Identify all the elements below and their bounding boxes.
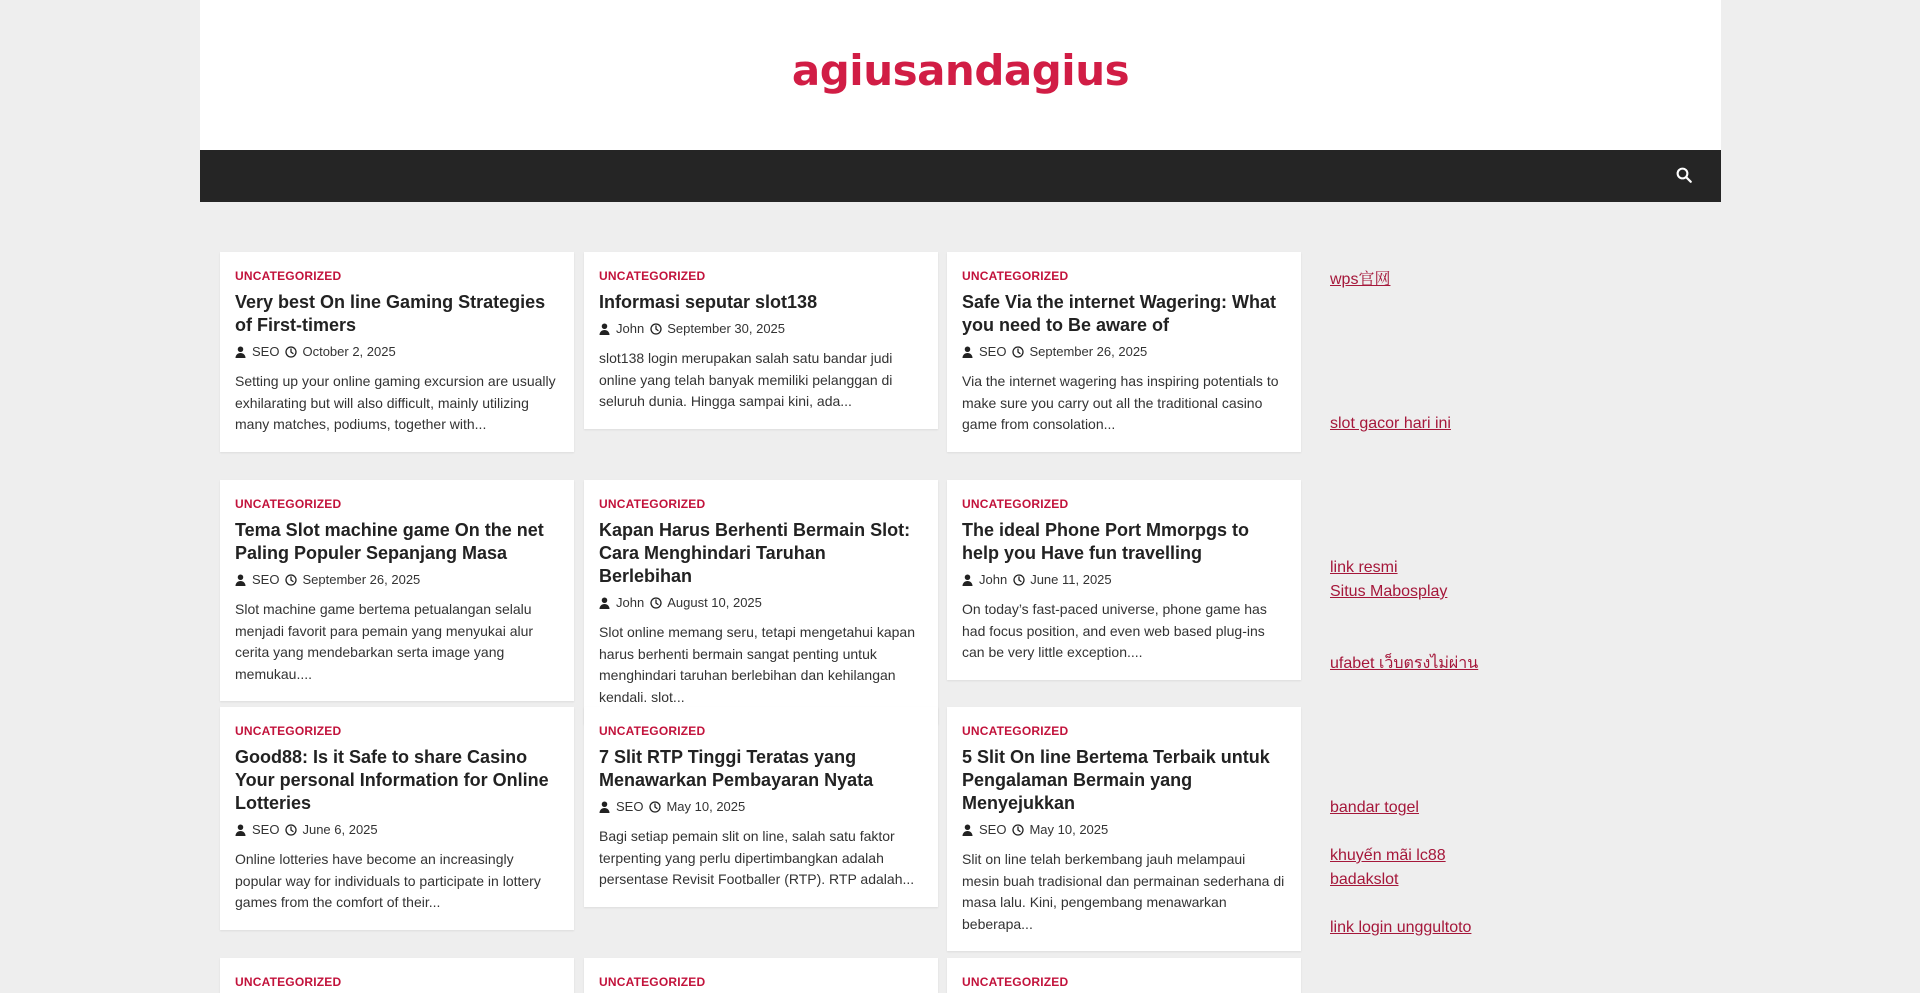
post-excerpt: Slot online memang seru, tetapi mengetahui kapan harus berhenti bermain sangat penting untuk menghindari taruhan berlebihan dan kehilangan kendali. slot...	[599, 624, 915, 705]
post-excerpt: Online lotteries have become an increasingly popular way for individuals to participate in lottery games from the comfort of their...	[235, 851, 541, 910]
post-date[interactable]: October 2, 2025	[302, 344, 396, 359]
sidebar-link[interactable]: khuyến mãi lc88	[1330, 847, 1446, 864]
post-card	[220, 480, 574, 701]
post-title[interactable]: Very best On line Gaming Strategies of First-timers	[235, 292, 546, 335]
post-card	[220, 252, 574, 452]
post-meta	[962, 821, 1285, 839]
post-meta	[962, 343, 1285, 361]
post-card	[584, 480, 938, 724]
post-title[interactable]: Kapan Harus Berhenti Bermain Slot: Cara Menghindari Taruhan Berlebihan	[599, 520, 911, 586]
post-category[interactable]: UNCATEGORIZED	[235, 269, 342, 283]
post-category[interactable]: UNCATEGORIZED	[962, 724, 1069, 738]
post-category[interactable]: UNCATEGORIZED	[235, 497, 342, 511]
post-title[interactable]: 7 Slit RTP Tinggi Teratas yang Menawarkan Pembayaran Nyata	[599, 747, 874, 790]
post-card	[584, 707, 938, 907]
post-date[interactable]: September 26, 2025	[1029, 344, 1148, 359]
post-card	[947, 480, 1301, 680]
sidebar-link[interactable]: badakslot	[1330, 871, 1399, 888]
post-card	[584, 252, 938, 429]
post-meta	[235, 571, 558, 589]
post-excerpt: Bagi setiap pemain slit on line, salah satu faktor terpenting yang perlu dipertimbangkan adalah persentase Revisit Footballer (RTP). RTP adalah...	[599, 828, 915, 887]
post-date[interactable]: June 11, 2025	[1030, 572, 1112, 587]
clock-icon	[650, 323, 662, 335]
post-excerpt: Setting up your online gaming excursion are usually exhilarating but will also difficult, mainly utilizing many matches, podiums, together with...	[235, 373, 556, 432]
post-category[interactable]: UNCATEGORIZED	[235, 724, 342, 738]
post-category[interactable]: UNCATEGORIZED	[962, 975, 1069, 989]
clock-icon	[1012, 346, 1024, 358]
user-icon	[235, 824, 247, 836]
post-title[interactable]: Tema Slot machine game On the net Paling Populer Sepanjang Masa	[235, 520, 544, 563]
post-date[interactable]: September 30, 2025	[667, 321, 786, 336]
post-title[interactable]: Informasi seputar slot138	[599, 292, 818, 312]
sidebar-link[interactable]: Situs Mabosplay	[1330, 583, 1448, 600]
post-date[interactable]: June 6, 2025	[302, 822, 378, 837]
post-card	[947, 958, 1301, 993]
user-icon	[235, 346, 247, 358]
sidebar-link[interactable]: link resmi	[1330, 559, 1398, 576]
post-meta	[962, 571, 1285, 589]
post-author[interactable]: SEO	[252, 822, 280, 837]
post-title[interactable]: 5 Slit On line Bertema Terbaik untuk Pengalaman Bermain yang Menyejukkan	[962, 747, 1270, 813]
post-meta	[235, 821, 558, 839]
post-author[interactable]: John	[979, 572, 1008, 587]
user-icon	[962, 824, 974, 836]
post-author[interactable]: SEO	[616, 799, 644, 814]
post-date[interactable]: May 10, 2025	[666, 799, 746, 814]
post-meta	[235, 343, 558, 361]
post-title[interactable]: Good88: Is it Safe to share Casino Your personal Information for Online Lotteries	[235, 747, 549, 813]
post-category[interactable]: UNCATEGORIZED	[599, 497, 706, 511]
user-icon	[962, 574, 974, 586]
post-category[interactable]: UNCATEGORIZED	[235, 975, 342, 989]
main-navbar	[200, 150, 1721, 202]
sidebar-link[interactable]: slot gacor hari ini	[1330, 415, 1451, 432]
post-author[interactable]: SEO	[252, 572, 280, 587]
sidebar-link[interactable]: bandar togel	[1330, 799, 1419, 816]
post-category[interactable]: UNCATEGORIZED	[599, 975, 706, 989]
clock-icon	[285, 346, 297, 358]
sidebar-link[interactable]: ufabet เว็บตรงไม่ผ่าน	[1330, 655, 1479, 672]
post-date[interactable]: May 10, 2025	[1029, 822, 1109, 837]
clock-icon	[650, 597, 662, 609]
user-icon	[962, 346, 974, 358]
post-author[interactable]: John	[616, 321, 645, 336]
post-excerpt: On today’s fast-paced universe, phone game has had focus position, and even web based plug-ins can be very little exception....	[962, 601, 1267, 660]
post-title[interactable]: Safe Via the internet Wagering: What you need to Be aware of	[962, 292, 1277, 335]
post-card	[220, 958, 574, 993]
post-excerpt: Slit on line telah berkembang jauh melampaui mesin buah tradisional dan permainan sederhana di masa lalu. Kini, pengembang menawarkan beberapa...	[962, 851, 1285, 932]
post-meta	[599, 798, 922, 816]
user-icon	[599, 597, 611, 609]
post-card	[584, 958, 938, 993]
post-author[interactable]: SEO	[252, 344, 280, 359]
post-author[interactable]: SEO	[979, 822, 1007, 837]
clock-icon	[1012, 824, 1024, 836]
post-category[interactable]: UNCATEGORIZED	[599, 269, 706, 283]
site-title[interactable]: agiusandagius	[791, 46, 1130, 95]
post-author[interactable]: John	[616, 595, 645, 610]
post-category[interactable]: UNCATEGORIZED	[962, 269, 1069, 283]
post-title[interactable]: The ideal Phone Port Mmorpgs to help you Have fun travelling	[962, 520, 1250, 563]
user-icon	[599, 801, 611, 813]
post-card	[947, 707, 1301, 951]
site-header	[200, 0, 1721, 150]
post-category[interactable]: UNCATEGORIZED	[962, 497, 1069, 511]
post-card	[947, 252, 1301, 452]
sidebar-link[interactable]: wps官网	[1330, 271, 1391, 288]
post-meta	[599, 594, 922, 612]
post-card	[220, 707, 574, 930]
post-excerpt: Via the internet wagering has inspiring potentials to make sure you carry out all the traditional casino game from consolation...	[962, 373, 1279, 432]
clock-icon	[649, 801, 661, 813]
post-excerpt: slot138 login merupakan salah satu bandar judi online yang telah banyak memiliki pelanggan di seluruh dunia. Hingga sampai kini, ada...	[599, 350, 893, 409]
clock-icon	[285, 824, 297, 836]
clock-icon	[285, 574, 297, 586]
search-icon[interactable]	[1675, 166, 1695, 186]
post-author[interactable]: SEO	[979, 344, 1007, 359]
post-excerpt: Slot machine game bertema petualangan selalu menjadi favorit para pemain yang menyukai alur cerita yang mendebarkan serta image yang memukau....	[235, 601, 534, 682]
user-icon	[599, 323, 611, 335]
clock-icon	[1013, 574, 1025, 586]
post-category[interactable]: UNCATEGORIZED	[599, 724, 706, 738]
post-meta	[599, 320, 922, 338]
page-wrapper	[200, 0, 1721, 993]
post-date[interactable]: September 26, 2025	[302, 572, 421, 587]
user-icon	[235, 574, 247, 586]
sidebar-link[interactable]: link login unggultoto	[1330, 919, 1472, 936]
post-date[interactable]: August 10, 2025	[667, 595, 762, 610]
